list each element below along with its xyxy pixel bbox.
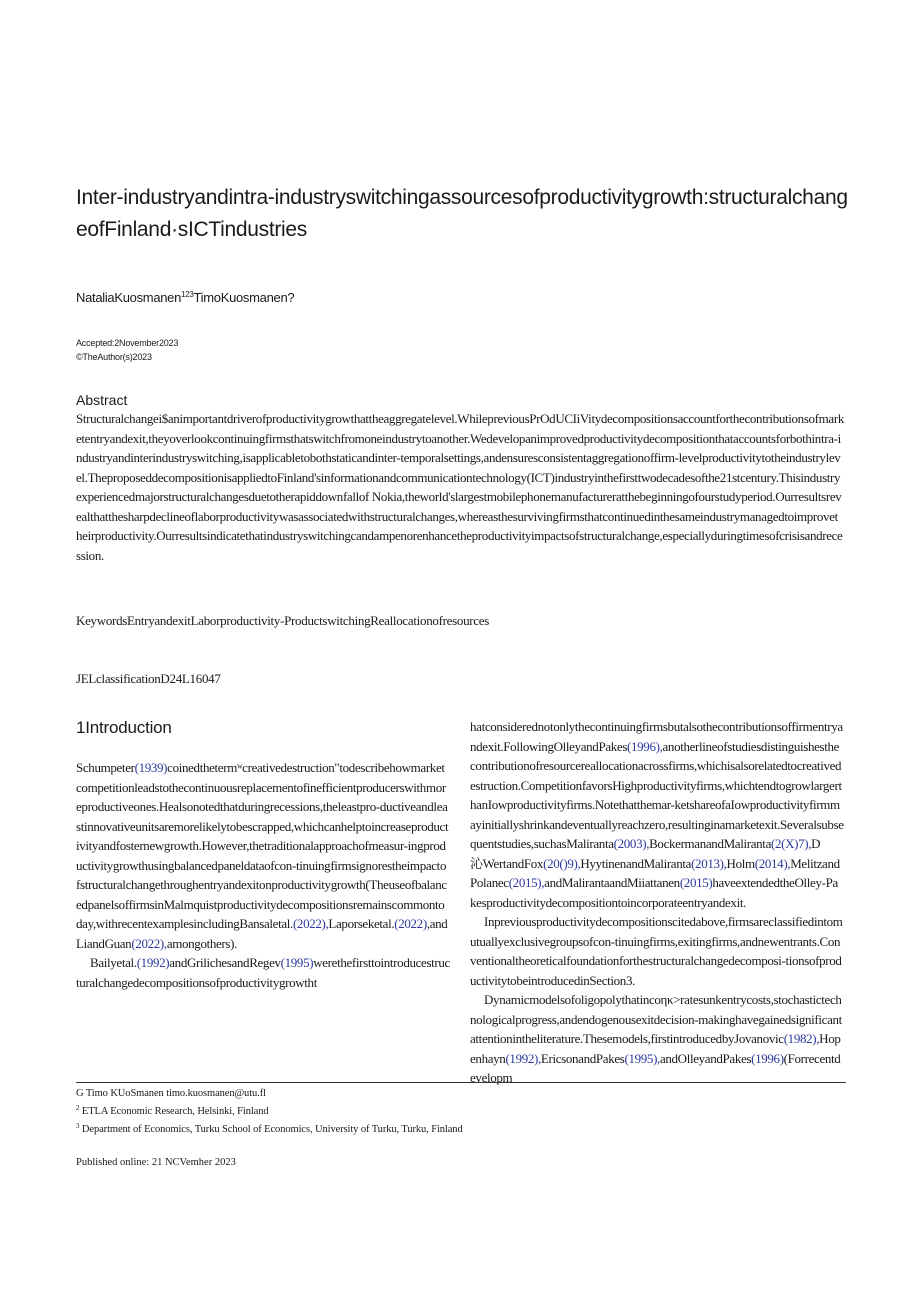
citation-link[interactable]: (2003), [613,836,650,851]
keywords: KeywordsEntryandexitLaborproductivity-ProductswitchingReallocationofresources [76,613,490,628]
citation-link[interactable]: (1992) [136,955,170,970]
accepted-date: Accepted:2November2023 [76,338,179,348]
text-run: hatconsiderednotonlythecontinuingfirmsbutalsothecontributionsoffirmentryandexit.FollowingOlleyandPakes [470,719,843,754]
copyright-notice: ©TheAuthor(s)2023 [76,352,152,362]
author-name: NataliaKuosmanen [76,290,182,305]
text-run: haveextendedtheOlley-Pakesproductivitydecompositiontoincorporateentryandexit. [470,875,838,910]
text-run: Schumpeter [76,760,135,775]
footnotes [76,1086,463,1137]
left-column [76,758,450,992]
text-run: MelitzandPolanec [470,855,840,890]
text-run: amongothers). [166,935,237,951]
citation-link[interactable]: (2022), [292,916,329,931]
text-run: andOlleyandPakes [659,1050,752,1066]
citation-link[interactable]: (1992), [505,1050,541,1066]
published-date: Published online: 21 NCVemher 2023 [76,1157,236,1168]
text-run: anotherlineofstudiesdistinguishesthecontributionofresourcereallocationacrossfirms,whichisalsorelatedtocreativedestruction.CompetitionfavorsHighproductivityfirms,whichtendtogrowlargerthanIowproductivityfirms.Notethatthemar-ketshareofaIowproductivityfirmmayinitiallyshrinkandeventuallyreachzero,resultinginamarketexit.Severalsubsequentstudies,suchasMaliranta [470,738,844,851]
footnote-divider [76,1082,846,1083]
text-run: Holm [726,855,755,871]
text-run: Hopenhayn [470,1031,841,1066]
abstract-heading: Abstract [76,392,128,408]
footnote-text: ETLA Economic Research, Helsinki, Finland [79,1106,269,1117]
citation-link[interactable]: (2015), [508,875,545,890]
citation-link[interactable]: (2013), [691,855,727,871]
intro-paragraph-2-cont [470,717,844,912]
citation-link[interactable]: (2022), [131,935,167,951]
jel-classification: JELclassificationD24L16047 [76,671,221,686]
paper-title: Inter-industryandintra-industryswitchingassourcesofproductivitygrowth:structuralchangeofFinland·sICTindustries [76,186,848,241]
text-run: Dynamicmodelsofoligopolythatincoηκ>ratesunkentrycosts,stochastictechnologicalprogress,andendogenousexitdecision-makinghavegainedsignificantattentionintheliterature.Thesemodels,firstintroducedbyJovanovic [470,992,842,1046]
intro-paragraph-2-start [76,953,450,992]
text-run: BockermanandMaliranta [649,836,771,851]
article-meta [76,336,178,364]
citation-link[interactable]: (1996), [627,738,663,754]
text-run: andMalirantaandMiiattanen [544,875,680,890]
citation-link[interactable]: (1996) [751,1050,784,1066]
footnote-corresponding-author: G Timo KUoSmanen timo.kuosmanen@utu.fl [76,1088,266,1099]
citation-link[interactable]: (1995) [280,955,314,970]
citation-link[interactable]: (1995), [624,1050,660,1066]
abstract-body: Structuralchangei$animportantdriverofproductivitygrowthattheaggregatelevel.WhilepreviousPrOdUCIiVitydecompositionsaccountforthecontributionsofmarketentryandexit,theyoverlookcontinuingfirmsthatswitchfromoneindustrytoanother.Wedevelopanimprovedproductivitydecompositionthataccountsforbothintra-industryandinterindustryswitching,isapplicabletobothstaticandinter-temporalsettings,andensuresconsistentaggregationoffirm-levelproductivitytotheindustrylevel.TheproposeddecompositionisappliedtoFinland'sinformationandcommunicationtechnology(ICT)industryinthefirsttwodecadesofthe21stcentury.Thisindustryexperiencedmajorstructuralchangesduetotherapiddownfallof Nokia,theworld'slargestmobilephonemanufactureratthebeginningofourstudyperiod.Ourresultsrevealthatthesharpdeclineoflaborproductivitywasassociatedwithstructuralchanges,whereasthesurvivingfirmsthatcontinuedinthesameindustrymanagedtoimprovetheirproductivity.Ourresultsindicatethatindustryswitchingcandampenorenhancetheproductivityimpactsofstructuralchange,especiallyduringtimesofcrisisandrecession. [76,411,844,563]
text-run: Laporseketal. [328,916,395,931]
text-run: Bailyetal. [90,955,137,970]
citation-link[interactable]: (20()9), [543,855,581,871]
footnote-text: Department of Economics, Turku School of Economics, University of Turku, Turku, Finland [79,1124,463,1135]
text-run: HyytinenandMaliranta [580,855,692,871]
author-name: TimoKuosmanen? [193,290,295,305]
footnote-affiliation-2 [76,1101,463,1119]
text-run: werethefirsttointroducestructuralchangedecompositionsofproductivitygrowtht [76,955,450,990]
author-list [76,290,294,305]
citation-link[interactable]: (2022) [394,916,427,931]
citation-link[interactable]: (2(X)7), [771,836,812,851]
text-run: ,andLiandGuan [76,916,448,951]
text-run: andGrilichesandRegev [169,955,281,970]
text-run: coinedthetermʷcreativedestruction"todescribehowmarketcompetitionleadstothecontinuousreplacementofinefficientproducerswithmoreproductiveones.Healsonotedthatduringrecessions,theleastpro-ductiveandleastinnovativeunitsaremorelikelytobescrapped,whichcanhelptoincreaseproductivityandfosternewgrowth.However,thetraditionalapproachofmeasur-ingproductivitygrowthusingbalancedpaneldataofcon-tinuingfirmsignorestheimpactofstructuralchangethroughentryandexitonproductivitygrowth(TheuseofbalancedpanelsoffirmsinMalmquistproductivitydecompositionsremainscommontoday,withrecentexamplesincludingBansaletal. [76,760,449,931]
intro-paragraph-1 [76,758,450,953]
text-run: (Forrecentdevelopm [470,1050,841,1085]
citation-link[interactable]: (2015) [679,875,713,890]
footnote-mark: 2 [76,1104,80,1112]
intro-paragraph-3: Inpreviousproductivitydecompositionscitedabove,firmsareclassifiedintomutuallyexclusivegroupsofcon-tinuingfirms,exitingfirms,andnewentrants.Conventionaltheoreticalfoundationforthestructuralchangedecomposi-tionsofproductivitytobeintroducedinSection3. [470,914,843,988]
section-heading-introduction: 1Introduction [76,718,172,737]
intro-paragraph-4 [470,990,844,1088]
citation-link[interactable]: (2014), [754,855,791,871]
text-run: D 沁WertandFox [470,836,846,871]
right-column [470,717,844,1088]
citation-link[interactable]: (1939) [134,760,168,775]
citation-link[interactable]: (1982), [783,1031,820,1046]
text-run: EricsonandPakes [540,1050,625,1066]
affiliation-marks: 123 [181,290,194,299]
footnote-affiliation-3 [76,1119,463,1137]
footnote-mark: 3 [76,1122,80,1130]
